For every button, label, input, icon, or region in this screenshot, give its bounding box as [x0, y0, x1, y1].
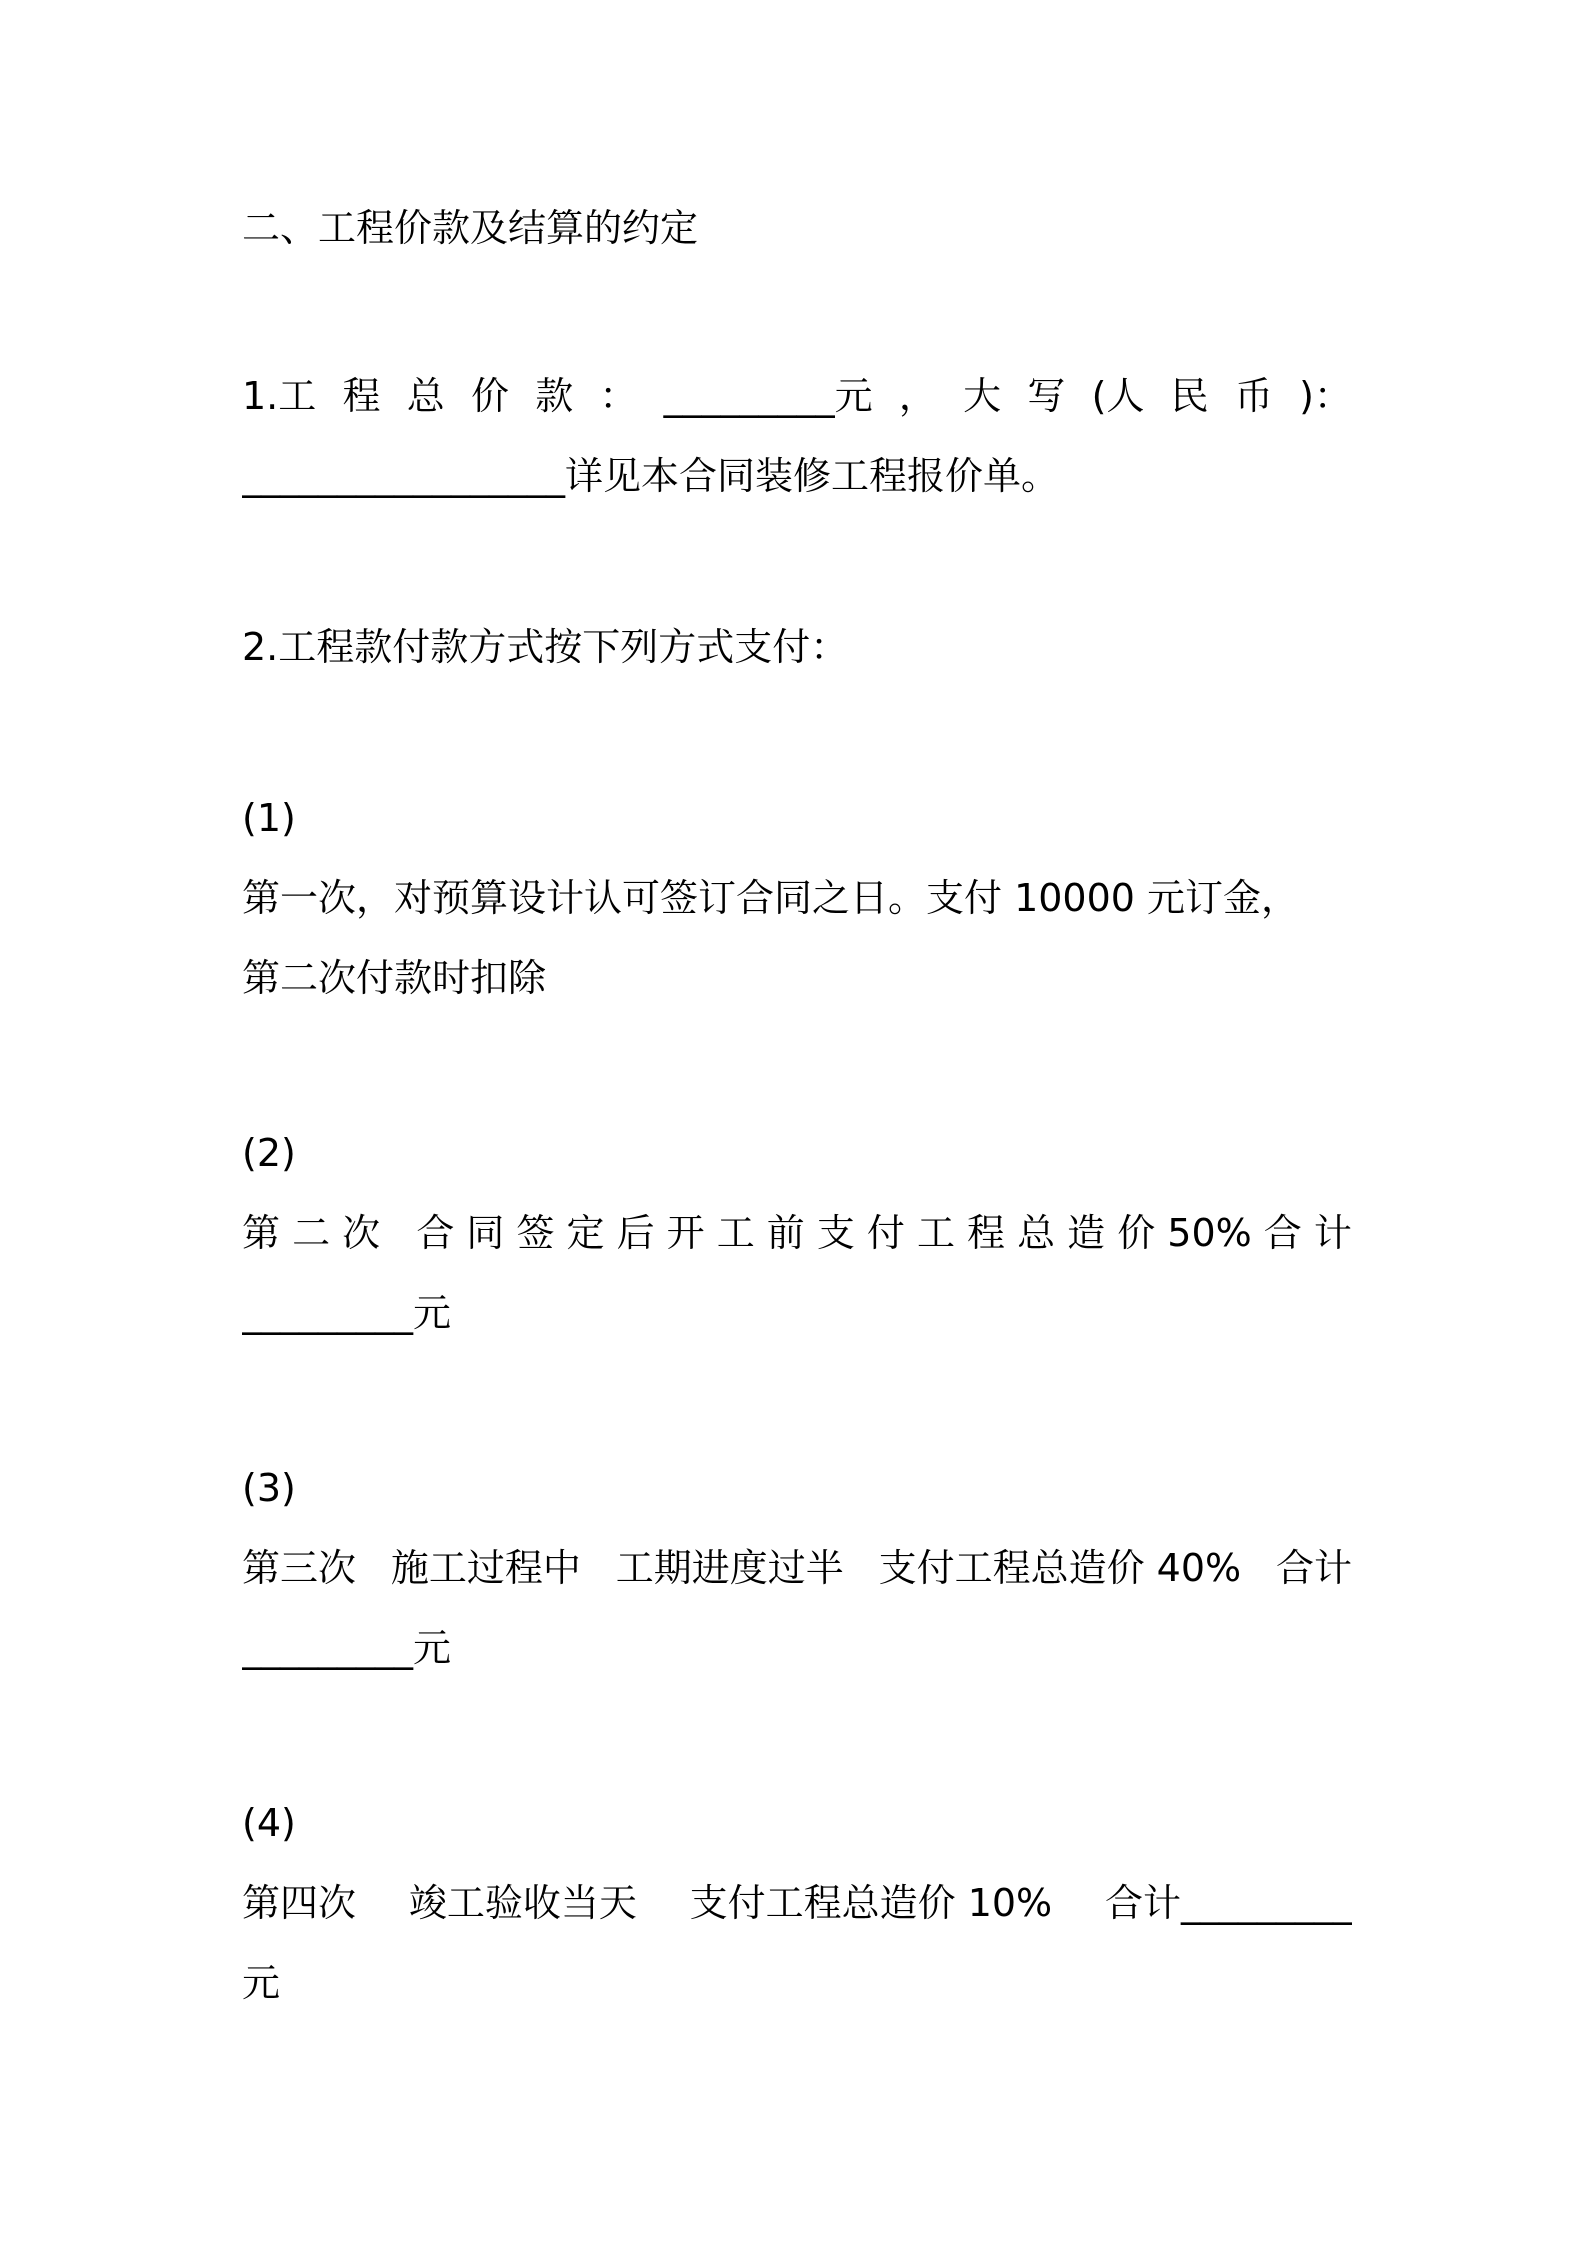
payment-2-token: 50% [1167, 1211, 1252, 1255]
total-price-token: 1.工 [242, 374, 317, 418]
payment-2-token: 付 [866, 1211, 905, 1255]
total-price-token: ： [599, 374, 638, 418]
payment-4-token: 合计_________ [1104, 1881, 1352, 1925]
payment-1-line2: 第二次付款时扣除 [242, 956, 547, 1000]
payment-3-token: 施工过程中 [390, 1546, 581, 1590]
payment-3-token: 工期进度过半 [615, 1546, 844, 1590]
total-price-token: 民 [1170, 374, 1209, 418]
payment-3-token: 第三次 [242, 1546, 357, 1590]
total-price-token: _________元 [663, 374, 873, 418]
payment-4-token: 支付工程总造价 10% [689, 1881, 1053, 1925]
payment-4-number: (4) [242, 1801, 296, 1845]
payment-2-token: 同 [466, 1211, 505, 1255]
payment-3-token: 合计 [1275, 1546, 1352, 1590]
payment-1-number: (1) [242, 796, 296, 840]
payment-2-token: 二 [292, 1211, 331, 1255]
payment-2-token: 工 [716, 1211, 755, 1255]
total-price-token: 总 [406, 374, 445, 418]
payment-2-token: 工 [916, 1211, 955, 1255]
payment-3-token: 支付工程总造价 40% [878, 1546, 1242, 1590]
payment-2-token: 次 [342, 1211, 381, 1255]
payment-2-token: 后 [616, 1211, 655, 1255]
total-price-token: 价 [470, 374, 509, 418]
payment-2-token: 前 [766, 1211, 805, 1255]
total-price-token: 大 [963, 374, 1002, 418]
payment-2-token: 价 [1117, 1211, 1156, 1255]
payment-4-token: 竣工验收当天 [408, 1881, 637, 1925]
payment-3-line2: _________元 [242, 1626, 452, 1670]
total-price-token: (人 [1091, 374, 1145, 418]
payment-2-token: 开 [666, 1211, 705, 1255]
payment-2-token: 合 [1263, 1211, 1302, 1255]
payment-3-number: (3) [242, 1466, 296, 1510]
total-price-token: 款 [535, 374, 574, 418]
payment-3-line1 [242, 1543, 1352, 1593]
total-price-token: 写 [1027, 374, 1066, 418]
payment-2-token: 定 [566, 1211, 605, 1255]
payment-4-line1 [242, 1878, 1352, 1928]
payment-2-token: 签 [516, 1211, 555, 1255]
payment-method-line: 2.工程款付款方式按下列方式支付： [242, 625, 849, 669]
payment-2-token: 第 [242, 1211, 281, 1255]
total-price-reference-line: _________________详见本合同装修工程报价单。 [242, 454, 1060, 498]
payment-1-line1: 第一次，对预算设计认可签订合同之日。支付 10000 元订金， [242, 876, 1300, 920]
total-price-token: 程 [342, 374, 381, 418]
payment-4-token: 第四次 [242, 1881, 357, 1925]
payment-2-line1 [242, 1208, 1352, 1258]
total-price-line [242, 371, 1352, 421]
section-heading: 二、工程价款及结算的约定 [242, 206, 699, 250]
payment-2-line2: _________元 [242, 1291, 452, 1335]
total-price-token: 币 [1234, 374, 1273, 418]
payment-4-line2: 元 [242, 1961, 281, 2005]
total-price-token: ， [898, 374, 937, 418]
total-price-token: )： [1299, 374, 1352, 418]
payment-2-token: 总 [1017, 1211, 1056, 1255]
payment-2-token: 程 [967, 1211, 1006, 1255]
payment-2-token: 合 [416, 1211, 455, 1255]
payment-2-token: 造 [1067, 1211, 1106, 1255]
payment-2-number: (2) [242, 1131, 296, 1175]
payment-2-token: 支 [816, 1211, 855, 1255]
payment-2-token [392, 1208, 404, 1258]
payment-2-token: 计 [1313, 1211, 1352, 1255]
